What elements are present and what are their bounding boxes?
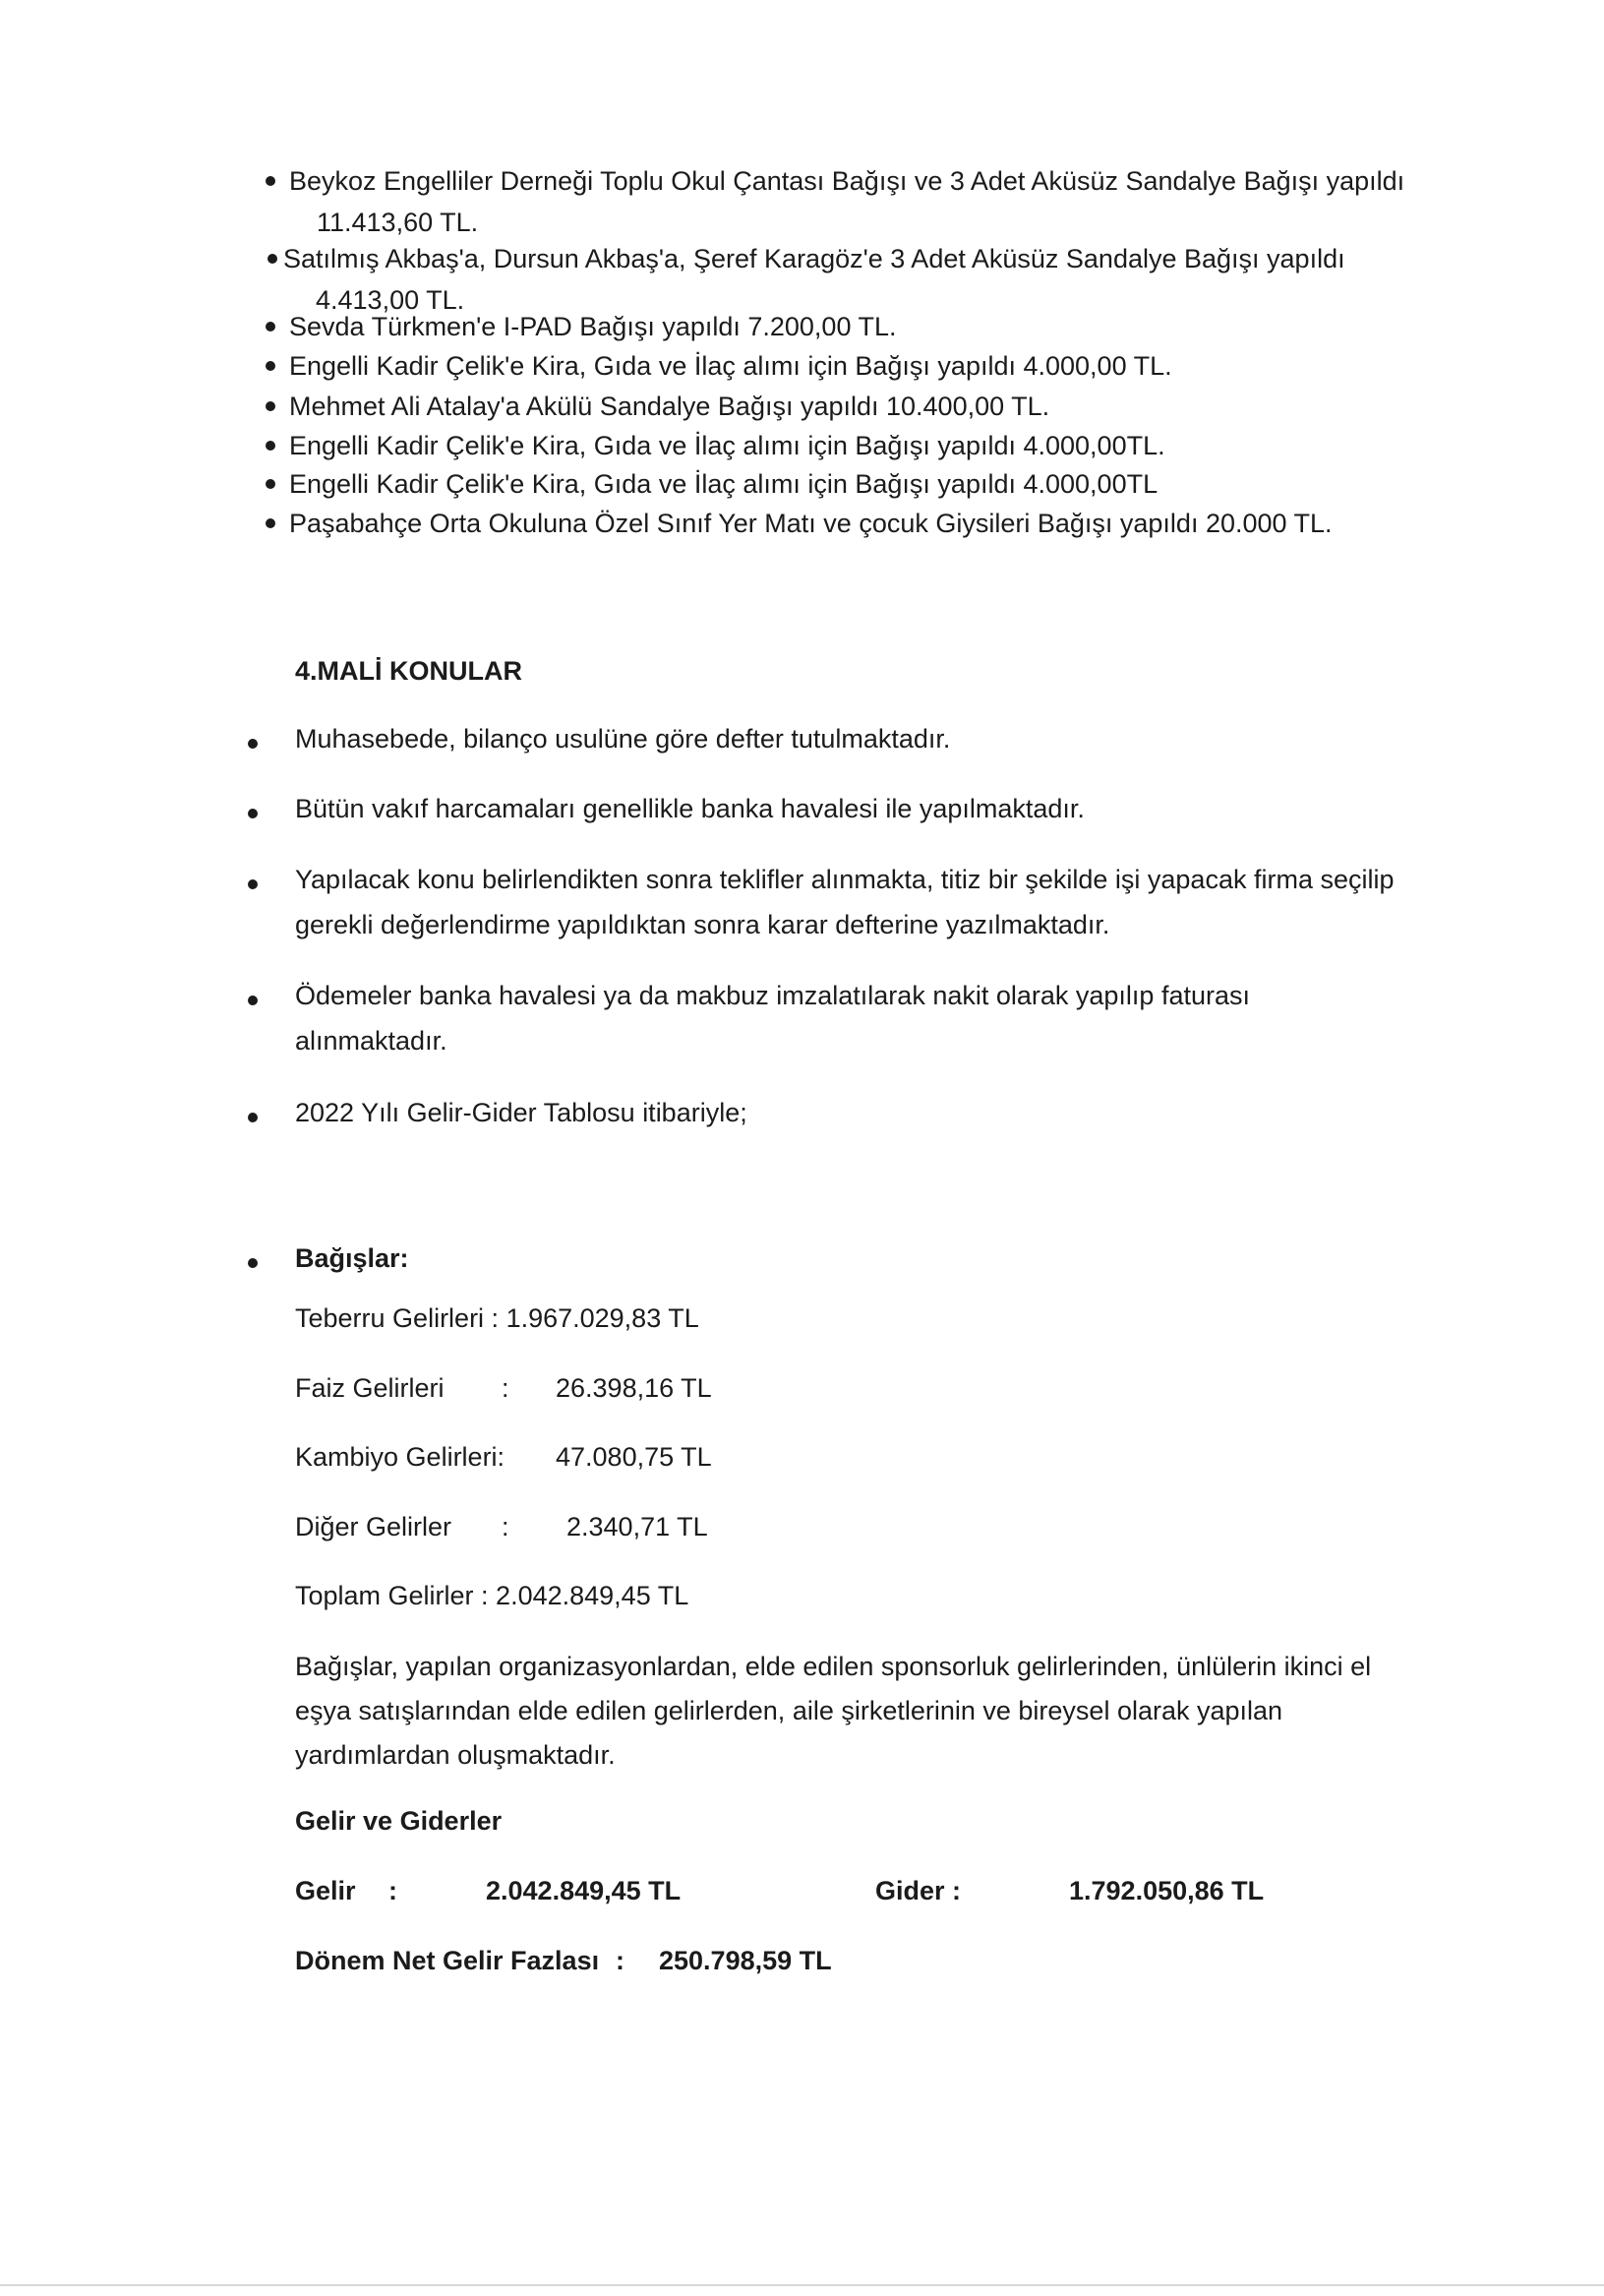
bullet-icon <box>267 254 277 264</box>
donation-item <box>266 391 1049 422</box>
income-value: 26.398,16 TL <box>556 1373 712 1403</box>
description-paragraph: Bağışlar, yapılan organizasyonlardan, elde edilen sponsorluk gelirlerinden, ünlülerin ikinci el eşya satışlarından elde edilen gelirlerden, aile şirketlerinin ve bireysel olarak yapılan yardımlardan oluşmaktadır. <box>295 1652 1372 1770</box>
donation-item <box>266 508 1333 539</box>
bullet-icon <box>266 441 275 451</box>
donation-item <box>266 311 897 342</box>
donation-text: Paşabahçe Orta Okuluna Özel Sınıf Yer Matı ve çocuk Giysileri Bağışı yapıldı 20.000 TL. <box>289 509 1333 538</box>
income-total: Toplam Gelirler : 2.042.849,45 TL <box>295 1581 689 1610</box>
income-colon: : <box>502 1373 509 1403</box>
bullet-icon <box>266 176 275 186</box>
bullet-icon <box>266 479 275 489</box>
income-label: Faiz Gelirleri <box>295 1373 445 1403</box>
income-value: 2.340,71 TL <box>566 1512 708 1541</box>
bullet-icon <box>266 401 275 411</box>
bullet-icon <box>248 809 258 818</box>
donation-text: Satılmış Akbaş'a, Dursun Akbaş'a, Şeref Karagöz'e 3 Adet Aküsüz Sandalye Bağışı yapıldı <box>283 244 1345 273</box>
section-title: 4.MALİ KONULAR <box>295 656 522 686</box>
bullet-icon <box>248 1258 258 1268</box>
list-item-text: Bütün vakıf harcamaları genellikle banka havalesi ile yapılmaktadır. <box>295 794 1085 823</box>
gider-value: 1.792.050,86 TL <box>1069 1876 1265 1905</box>
list-item-text: 2022 Yılı Gelir-Gider Tablosu itibariyle; <box>295 1098 747 1127</box>
income-value: 47.080,75 TL <box>556 1442 712 1472</box>
donation-text: Engelli Kadir Çelik'e Kira, Gıda ve İlaç alımı için Bağışı yapıldı 4.000,00TL. <box>289 431 1165 460</box>
net-value: 250.798,59 TL <box>659 1946 832 1975</box>
list-item-text: Ödemeler banka havalesi ya da makbuz imzalatılarak nakit olarak yapılıp faturası alınmaktadır. <box>295 981 1250 1056</box>
net-colon: : <box>616 1946 624 1975</box>
bullet-icon <box>248 996 258 1005</box>
gelir-colon: : <box>388 1876 397 1905</box>
income-label: Kambiyo Gelirleri: <box>295 1442 505 1472</box>
list-item-text: Yapılacak konu belirlendikten sonra teklifler alınmakta, titiz bir şekilde işi yapacak firma seçilip gerekli değerlendirme yapıldıktan sonra karar defterine yazılmaktadır. <box>295 865 1395 939</box>
donation-amount: 4.413,00 TL. <box>316 285 465 315</box>
summary-heading: Gelir ve Giderler <box>295 1806 503 1836</box>
donation-amount: 11.413,60 TL. <box>317 208 479 237</box>
donation-item <box>267 243 1345 315</box>
bullet-icon <box>266 518 275 528</box>
donation-item <box>266 165 1405 237</box>
page-bottom-border <box>0 2284 1604 2286</box>
donation-text: Beykoz Engelliler Derneği Toplu Okul Çantası Bağışı ve 3 Adet Aküsüz Sandalye Bağışı yapıldı <box>289 166 1405 196</box>
income-label: Diğer Gelirler <box>295 1512 452 1541</box>
donation-text: Engelli Kadir Çelik'e Kira, Gıda ve İlaç alımı için Bağışı yapıldı 4.000,00 TL. <box>289 351 1172 381</box>
net-label: Dönem Net Gelir Fazlası <box>295 1946 600 1975</box>
donation-text: Engelli Kadir Çelik'e Kira, Gıda ve İlaç alımı için Bağışı yapıldı 4.000,00TL <box>289 469 1158 499</box>
donation-text: Sevda Türkmen'e I-PAD Bağışı yapıldı 7.200,00 TL. <box>289 312 897 341</box>
bullet-icon <box>266 361 275 371</box>
bullet-icon <box>266 322 275 332</box>
gelir-value: 2.042.849,45 TL <box>486 1876 682 1905</box>
bullet-icon <box>248 879 258 889</box>
donation-text: Mehmet Ali Atalay'a Akülü Sandalye Bağışı yapıldı 10.400,00 TL. <box>289 392 1050 421</box>
donation-item <box>266 468 1158 500</box>
donations-heading: Bağışlar: <box>295 1243 409 1273</box>
donation-item <box>266 430 1165 461</box>
income-teberru: Teberru Gelirleri : 1.967.029,83 TL <box>295 1303 699 1333</box>
gider-label: Gider : <box>875 1876 962 1905</box>
income-colon: : <box>502 1512 509 1541</box>
donation-item <box>266 350 1172 382</box>
bullet-icon <box>248 1113 258 1122</box>
bullet-icon <box>248 739 258 749</box>
gelir-label: Gelir <box>295 1876 356 1905</box>
list-item-text: Muhasebede, bilanço usulüne göre defter tutulmaktadır. <box>295 724 951 754</box>
